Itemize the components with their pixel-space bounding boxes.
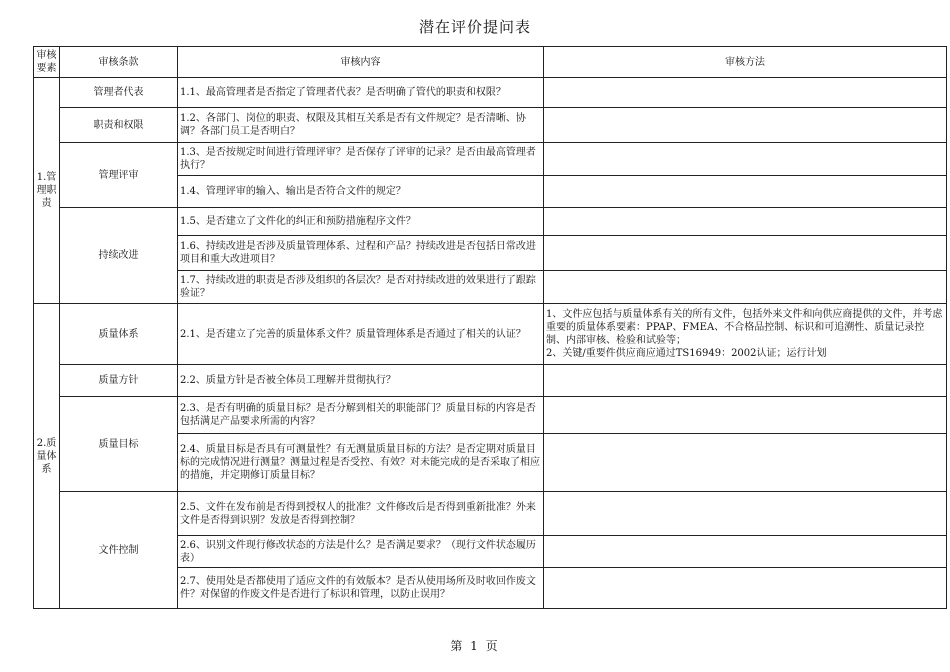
group-management-responsibility: 1.管理职责: [34, 78, 60, 304]
clause-quality-system: 质量体系: [60, 304, 178, 365]
table-row: [34, 108, 947, 143]
method-cell: [544, 536, 947, 568]
table-row: [34, 365, 947, 397]
method-cell: [544, 78, 947, 108]
clause-management-review: 管理评审: [60, 143, 178, 208]
method-cell: [544, 108, 947, 143]
method-cell: [544, 176, 947, 208]
content-cell: 2.6、识别文件现行修改状态的方法是什么？是否满足要求？（现行文件状态履历表）: [178, 536, 544, 568]
clause-continuous-improvement: 持续改进: [60, 208, 178, 304]
method-cell: [544, 397, 947, 434]
clause-responsibility-authority: 职责和权限: [60, 108, 178, 143]
method-note-2: 2、关键/重要件供应商应通过TS16949：2002认证；运行计划: [546, 348, 827, 359]
content-cell: 1.5、是否建立了文件化的纠正和预防措施程序文件？: [178, 208, 544, 236]
method-cell: [544, 365, 947, 397]
method-cell-quality-system: [544, 304, 947, 365]
method-cell: [544, 271, 947, 304]
method-cell: [544, 236, 947, 271]
table-row: [34, 143, 947, 176]
header-clause: 审核条款: [60, 47, 178, 78]
method-cell: [544, 143, 947, 176]
content-cell: 1.2、各部门、岗位的职责、权限及其相互关系是否有文件规定？是否清晰、协调？各部门员工是否明白？: [178, 108, 544, 143]
method-cell: [544, 492, 947, 536]
content-cell: 2.5、文件在发布前是否得到授权人的批准？文件修改后是否得到重新批准？外来文件是否得到识别？发放是否得到控制？: [178, 492, 544, 536]
table-row: [34, 304, 947, 365]
content-cell: 2.4、质量目标是否具有可测量性？有无测量质量目标的方法？是否定期对质量目标的完成情况进行测量？测量过程是否受控、有效？对未能完成的是否采取了相应的措施，并定期修订质量目标？: [178, 434, 544, 492]
content-cell: 2.7、使用处是否都使用了适应文件的有效版本？是否从使用场所及时收回作废文件？对保留的作废文件是否进行了标识和管理，以防止误用？: [178, 568, 544, 609]
page-title: 潜在评价提问表: [418, 18, 531, 36]
content-cell: 1.6、持续改进是否涉及质量管理体系、过程和产品？持续改进是否包括日常改进项目和重大改进项目？: [178, 236, 544, 271]
method-cell: [544, 208, 947, 236]
content-cell: 2.3、是否有明确的质量目标？是否分解到相关的职能部门？质量目标的内容是否包括满足产品要求所需的内容？: [178, 397, 544, 434]
clause-quality-objectives: 质量目标: [60, 397, 178, 492]
clause-document-control: 文件控制: [60, 492, 178, 609]
audit-question-table: [33, 46, 947, 609]
table-row: [34, 208, 947, 236]
header-content: 审核内容: [178, 47, 544, 78]
group-quality-system: 2.质量体系: [34, 304, 60, 609]
clause-quality-policy: 质量方针: [60, 365, 178, 397]
content-cell: 2.2、质量方针是否被全体员工理解并贯彻执行？: [178, 365, 544, 397]
table-row: [34, 397, 947, 434]
page-number: 第 1 页: [450, 639, 500, 653]
table-header-row: [34, 47, 947, 78]
method-cell: [544, 434, 947, 492]
content-cell: 1.7、持续改进的职责是否涉及组织的各层次？是否对持续改进的效果进行了跟踪验证？: [178, 271, 544, 304]
method-cell: [544, 568, 947, 609]
method-note-1: 1、文件应包括与质量体系有关的所有文件，包括外来文件和向供应商提供的文件，并考虑重要的质量体系要素：PPAP、FMEA、不合格品控制、标识和可追溯性、质量记录控制、内部审核、检验和试验等；: [546, 309, 943, 346]
content-cell: 1.1、最高管理者是否指定了管理者代表？是否明确了管代的职责和权限？: [178, 78, 544, 108]
content-cell: 2.1、是否建立了完善的质量体系文件？质量管理体系是否通过了相关的认证？: [178, 304, 544, 365]
table-row: [34, 78, 947, 108]
header-method: 审核方法: [544, 47, 947, 78]
content-cell: 1.4、管理评审的输入、输出是否符合文件的规定？: [178, 176, 544, 208]
clause-management-rep: 管理者代表: [60, 78, 178, 108]
header-requirement: 审核要素: [34, 47, 60, 78]
table-row: [34, 492, 947, 536]
content-cell: 1.3、是否按规定时间进行管理评审？是否保存了评审的记录？是否由最高管理者执行？: [178, 143, 544, 176]
